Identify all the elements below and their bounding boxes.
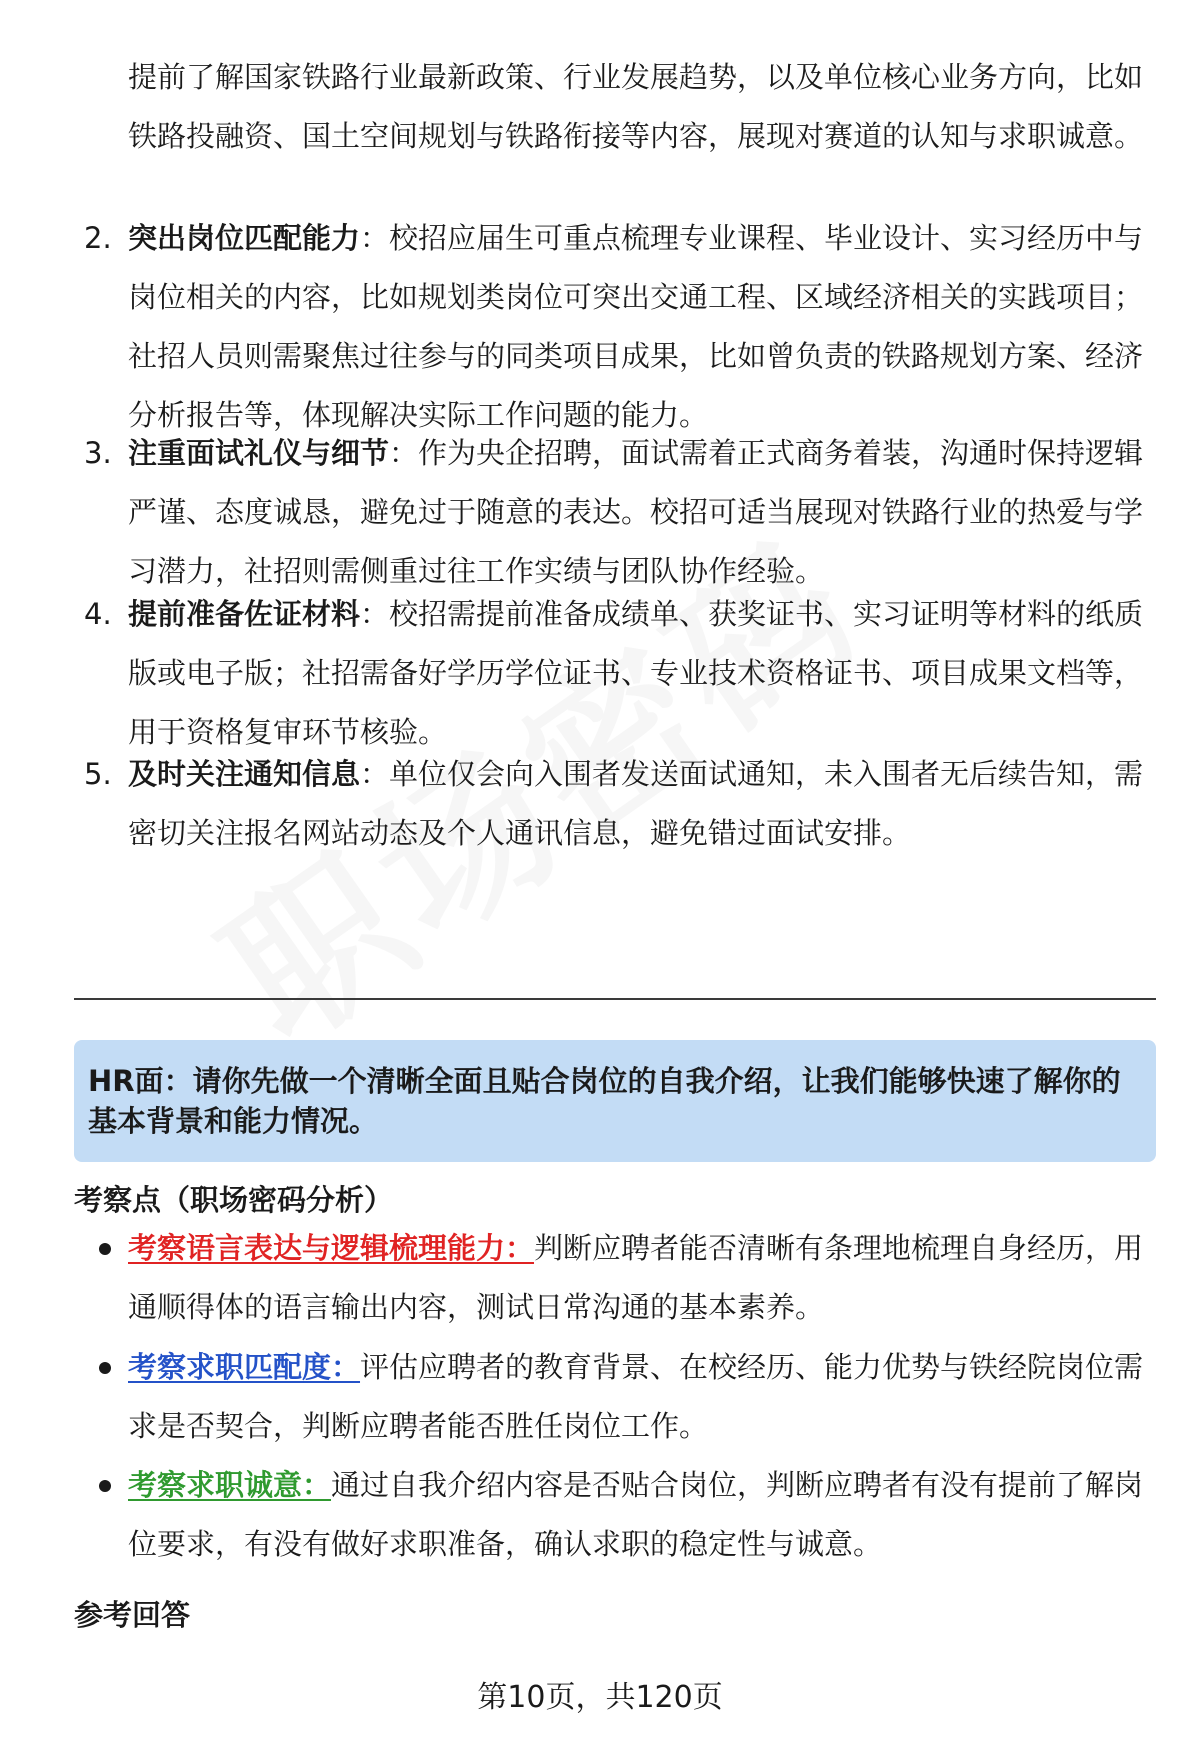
list-item xyxy=(128,424,1144,601)
bullet-icon xyxy=(99,1362,111,1374)
assessment-point-key: 考察求职匹配度： xyxy=(128,1350,361,1384)
assessment-point-text: 通过自我介绍内容是否贴合岗位，判断应聘者有没有提前了解岗位要求，有没有做好求职准备，确认求职的稳定性与诚意。 xyxy=(128,1468,1144,1561)
list-item-title: 突出岗位匹配能力 xyxy=(128,221,361,255)
hr-question-box xyxy=(74,1040,1156,1162)
bullet-icon xyxy=(99,1480,111,1492)
list-item-text: ：校招需提前准备成绩单、获奖证书、实习证明等材料的纸质版或电子版；社招需备好学历学位证书、专业技术资格证书、项目成果文档等，用于资格复审环节核验。 xyxy=(128,597,1144,749)
list-item-title: 提前准备佐证材料 xyxy=(128,597,361,631)
assessment-point xyxy=(128,1338,1144,1456)
list-item-text: ：作为央企招聘，面试需着正式商务着装，沟通时保持逻辑严谨、态度诚恳，避免过于随意的表达。校招可适当展现对铁路行业的热爱与学习潜力，社招则需侧重过往工作实绩与团队协作经验。 xyxy=(128,436,1144,588)
list-item xyxy=(128,209,1144,445)
intro-paragraph: 提前了解国家铁路行业最新政策、行业发展趋势，以及单位核心业务方向，比如铁路投融资、国土空间规划与铁路衔接等内容，展现对赛道的认知与求职诚意。 xyxy=(128,60,1144,153)
bullet-icon xyxy=(99,1243,111,1255)
list-number: 4. xyxy=(84,597,112,631)
list-item-title: 及时关注通知信息 xyxy=(128,757,361,791)
list-number: 5. xyxy=(84,757,112,791)
hr-question: HR面：请你先做一个清晰全面且贴合岗位的自我介绍，让我们能够快速了解你的基本背景和能力情况。 xyxy=(88,1064,1121,1138)
list-number: 3. xyxy=(84,436,112,470)
list-item xyxy=(128,745,1144,863)
reference-answer-title: 参考回答 xyxy=(74,1598,191,1632)
list-item-text: ：单位仅会向入围者发送面试通知，未入围者无后续告知，需密切关注报名网站动态及个人通讯信息，避免错过面试安排。 xyxy=(128,757,1144,850)
list-item-text: ：校招应届生可重点梳理专业课程、毕业设计、实习经历中与岗位相关的内容，比如规划类岗位可突出交通工程、区域经济相关的实践项目；社招人员则需聚焦过往参与的同类项目成果，比如曾负责的铁路规划方案、经济分析报告等，体现解决实际工作问题的能力。 xyxy=(128,221,1144,432)
section-title: 考察点（职场密码分析） xyxy=(74,1183,394,1217)
page-number: 第10页，共120页 xyxy=(477,1680,723,1715)
section-divider xyxy=(74,998,1156,1000)
assessment-point-key: 考察求职诚意： xyxy=(128,1468,332,1502)
list-item-title: 注重面试礼仪与细节 xyxy=(128,436,390,470)
assessment-point-text: 评估应聘者的教育背景、在校经历、能力优势与铁经院岗位需求是否契合，判断应聘者能否胜任岗位工作。 xyxy=(128,1350,1144,1443)
assessment-point xyxy=(128,1219,1144,1337)
assessment-point xyxy=(128,1456,1144,1574)
assessment-point-key: 考察语言表达与逻辑梳理能力： xyxy=(128,1231,535,1265)
list-item xyxy=(128,585,1144,762)
assessment-point-text: 判断应聘者能否清晰有条理地梳理自身经历，用通顺得体的语言输出内容，测试日常沟通的基本素养。 xyxy=(128,1231,1144,1324)
list-number: 2. xyxy=(84,221,112,255)
